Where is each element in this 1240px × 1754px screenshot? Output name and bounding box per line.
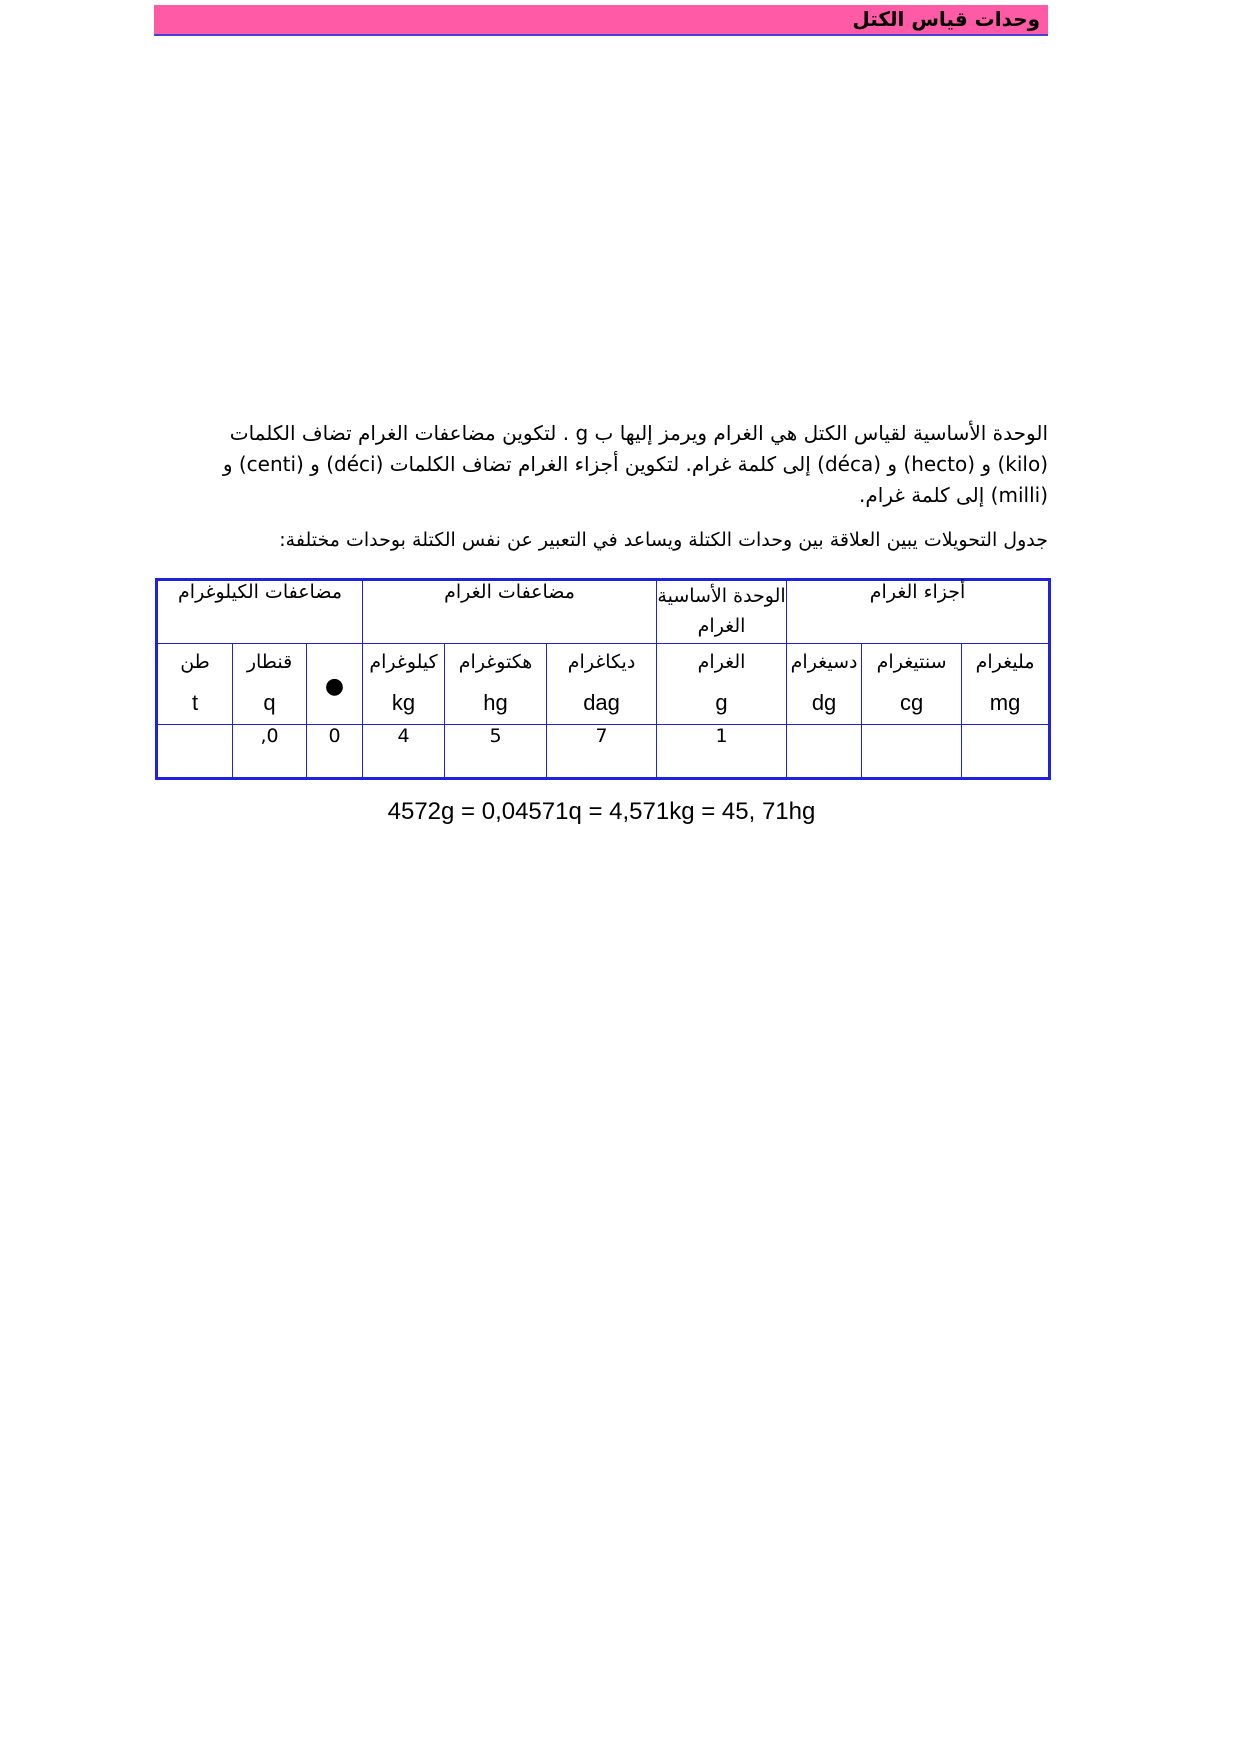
- value-cell-dag: 7: [547, 725, 657, 779]
- unit-cell-q: [233, 644, 307, 725]
- unit-cell-dg: [787, 644, 862, 725]
- unit-cell-marker: [307, 644, 363, 725]
- group-base-line2: الغرام: [697, 615, 746, 637]
- header-bar: [154, 5, 1048, 36]
- value-cell-marker: 0: [307, 725, 363, 779]
- unit-cell-cg: [862, 644, 962, 725]
- value-cell-mg: [962, 725, 1050, 779]
- unit-symbol: kg: [391, 690, 416, 715]
- value-row: [157, 725, 1050, 779]
- unit-row: [157, 644, 1050, 725]
- conversion-table: [155, 578, 1051, 780]
- unit-name: طن: [180, 651, 210, 673]
- table-caption: جدول التحويلات يبين العلاقة بين وحدات الكتلة ويساعد في التعبير عن نفس الكتلة بوحدات مختلفة:: [279, 529, 1048, 551]
- value-cell-cg: [862, 725, 962, 779]
- value-cell-kg: 4: [363, 725, 445, 779]
- group-base-unit: [657, 580, 787, 644]
- value-cell-g: 1: [657, 725, 787, 779]
- group-kilogram-multiples: مضاعفات الكيلوغرام: [157, 580, 363, 644]
- unit-name: كيلوغرام: [369, 651, 438, 673]
- unit-cell-hg: [445, 644, 547, 725]
- group-gram-multiples: مضاعفات الغرام: [363, 580, 657, 644]
- intro-paragraph: الوحدة الأساسية لقياس الكتل هي الغرام ويرمز إليها ب g . لتكوين مضاعفات الغرام تضاف الكلمات (kilo) و (hecto) و (déca) إلى كلمة غرام. لتكوين أجزاء الغرام تضاف الكلمات (déci) و (centi) و (milli) إلى كلمة غرام.: [222, 421, 1048, 507]
- unit-name: سنتيغرام: [876, 651, 947, 673]
- unit-symbol: q: [263, 690, 276, 715]
- unit-cell-kg: [363, 644, 445, 725]
- value-cell-q: 0,: [233, 725, 307, 779]
- page-title: وحدات قياس الكتل: [852, 7, 1040, 31]
- group-header-row: [157, 580, 1050, 644]
- value-cell-hg: 5: [445, 725, 547, 779]
- unit-cell-t: [157, 644, 233, 725]
- group-base-line1: الوحدة الأساسية: [657, 585, 786, 607]
- unit-symbol: t: [191, 690, 199, 715]
- unit-name: ديكاغرام: [567, 651, 636, 673]
- unit-symbol: mg: [989, 690, 1021, 715]
- group-submultiples: أجزاء الغرام: [787, 580, 1050, 644]
- unit-name: دسيغرام: [790, 651, 858, 673]
- unit-cell-g: [657, 644, 787, 725]
- unit-cell-mg: [962, 644, 1050, 725]
- value-cell-dg: [787, 725, 862, 779]
- bullet-marker: ●: [324, 674, 345, 699]
- unit-symbol: g: [715, 690, 728, 715]
- conversion-formula: 4572g = 0,04571q = 4,571kg = 45, 71hg: [387, 798, 816, 825]
- unit-cell-dag: [547, 644, 657, 725]
- value-cell-t: [157, 725, 233, 779]
- unit-name: مليغرام: [975, 651, 1035, 673]
- unit-symbol: cg: [899, 690, 924, 715]
- unit-name: قنطار: [246, 651, 293, 673]
- unit-symbol: dg: [811, 690, 837, 715]
- unit-symbol: hg: [483, 690, 508, 715]
- unit-symbol: dag: [583, 690, 620, 715]
- unit-name: هكتوغرام: [458, 651, 533, 673]
- unit-name: الغرام: [697, 651, 746, 673]
